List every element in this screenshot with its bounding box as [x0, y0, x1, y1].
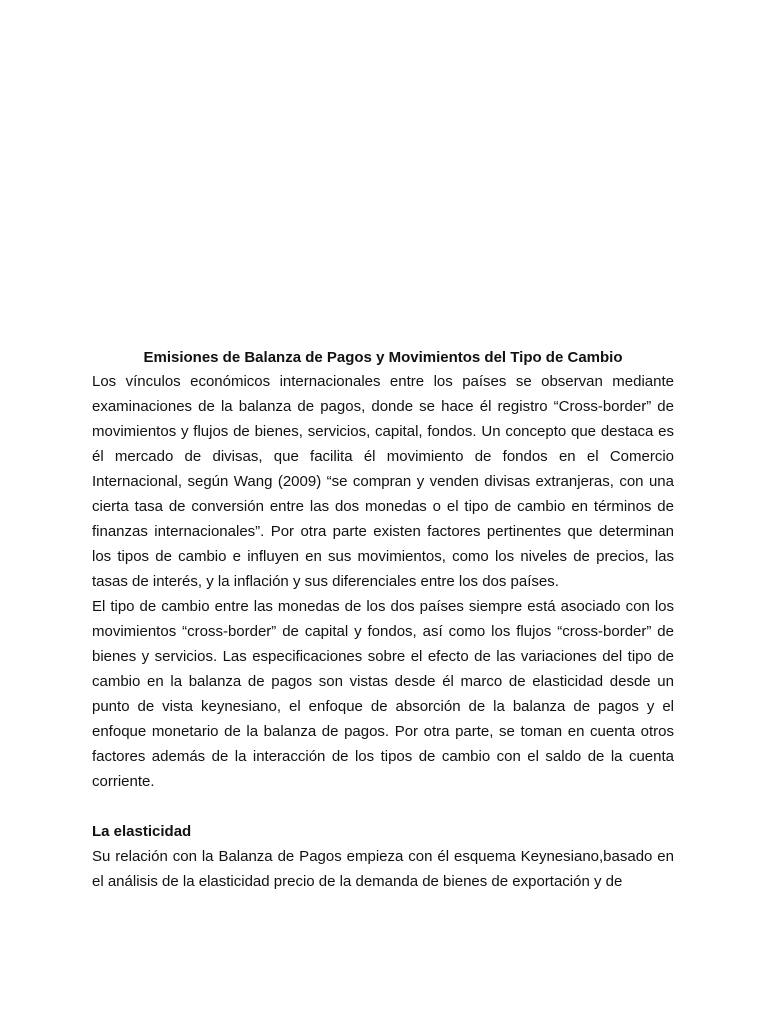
- paragraph-elasticidad: Su relación con la Balanza de Pagos empieza con él esquema Keynesiano,basado en el análisis de la elasticidad precio de la demanda de bienes de exportación y de: [92, 848, 674, 890]
- section-heading-elasticidad: La elasticidad: [92, 823, 192, 840]
- document-body: [92, 346, 674, 894]
- paragraph-tipo-de-cambio: El tipo de cambio entre las monedas de los dos países siempre está asociado con los movimientos “cross-border” de capital y fondos, así como los flujos “cross-border” de bienes y servicios. Las especificaciones sobre el efecto de las variaciones del tipo de cambio en la balanza de pagos son vistas desde él marco de elasticidad desde un punto de vista keynesiano, el enfoque de absorción de la balanza de pagos y el enfoque monetario de la balanza de pagos. Por otra parte, se toman en cuenta otros factores además de la interacción de los tipos de cambio con el saldo de la cuenta corriente.: [92, 598, 674, 790]
- paragraph-balanza-intro: Los vínculos económicos internacionales entre los países se observan mediante examinaciones de la balanza de pagos, donde se hace él registro “Cross-border” de movimientos y flujos de bienes, servicios, capital, fondos. Un concepto que destaca es él mercado de divisas, que facilita él movimiento de fondos en el Comercio Internacional, según Wang (2009) “se compran y venden divisas extranjeras, con una cierta tasa de conversión entre las dos monedas o el tipo de cambio en términos de finanzas internacionales”. Por otra parte existen factores pertinentes que determinan los tipos de cambio e influyen en sus movimientos, como los niveles de precios, las tasas de interés, y la inflación y sus diferenciales entre los dos países.: [92, 373, 674, 590]
- document-title: Emisiones de Balanza de Pagos y Movimientos del Tipo de Cambio: [143, 349, 623, 366]
